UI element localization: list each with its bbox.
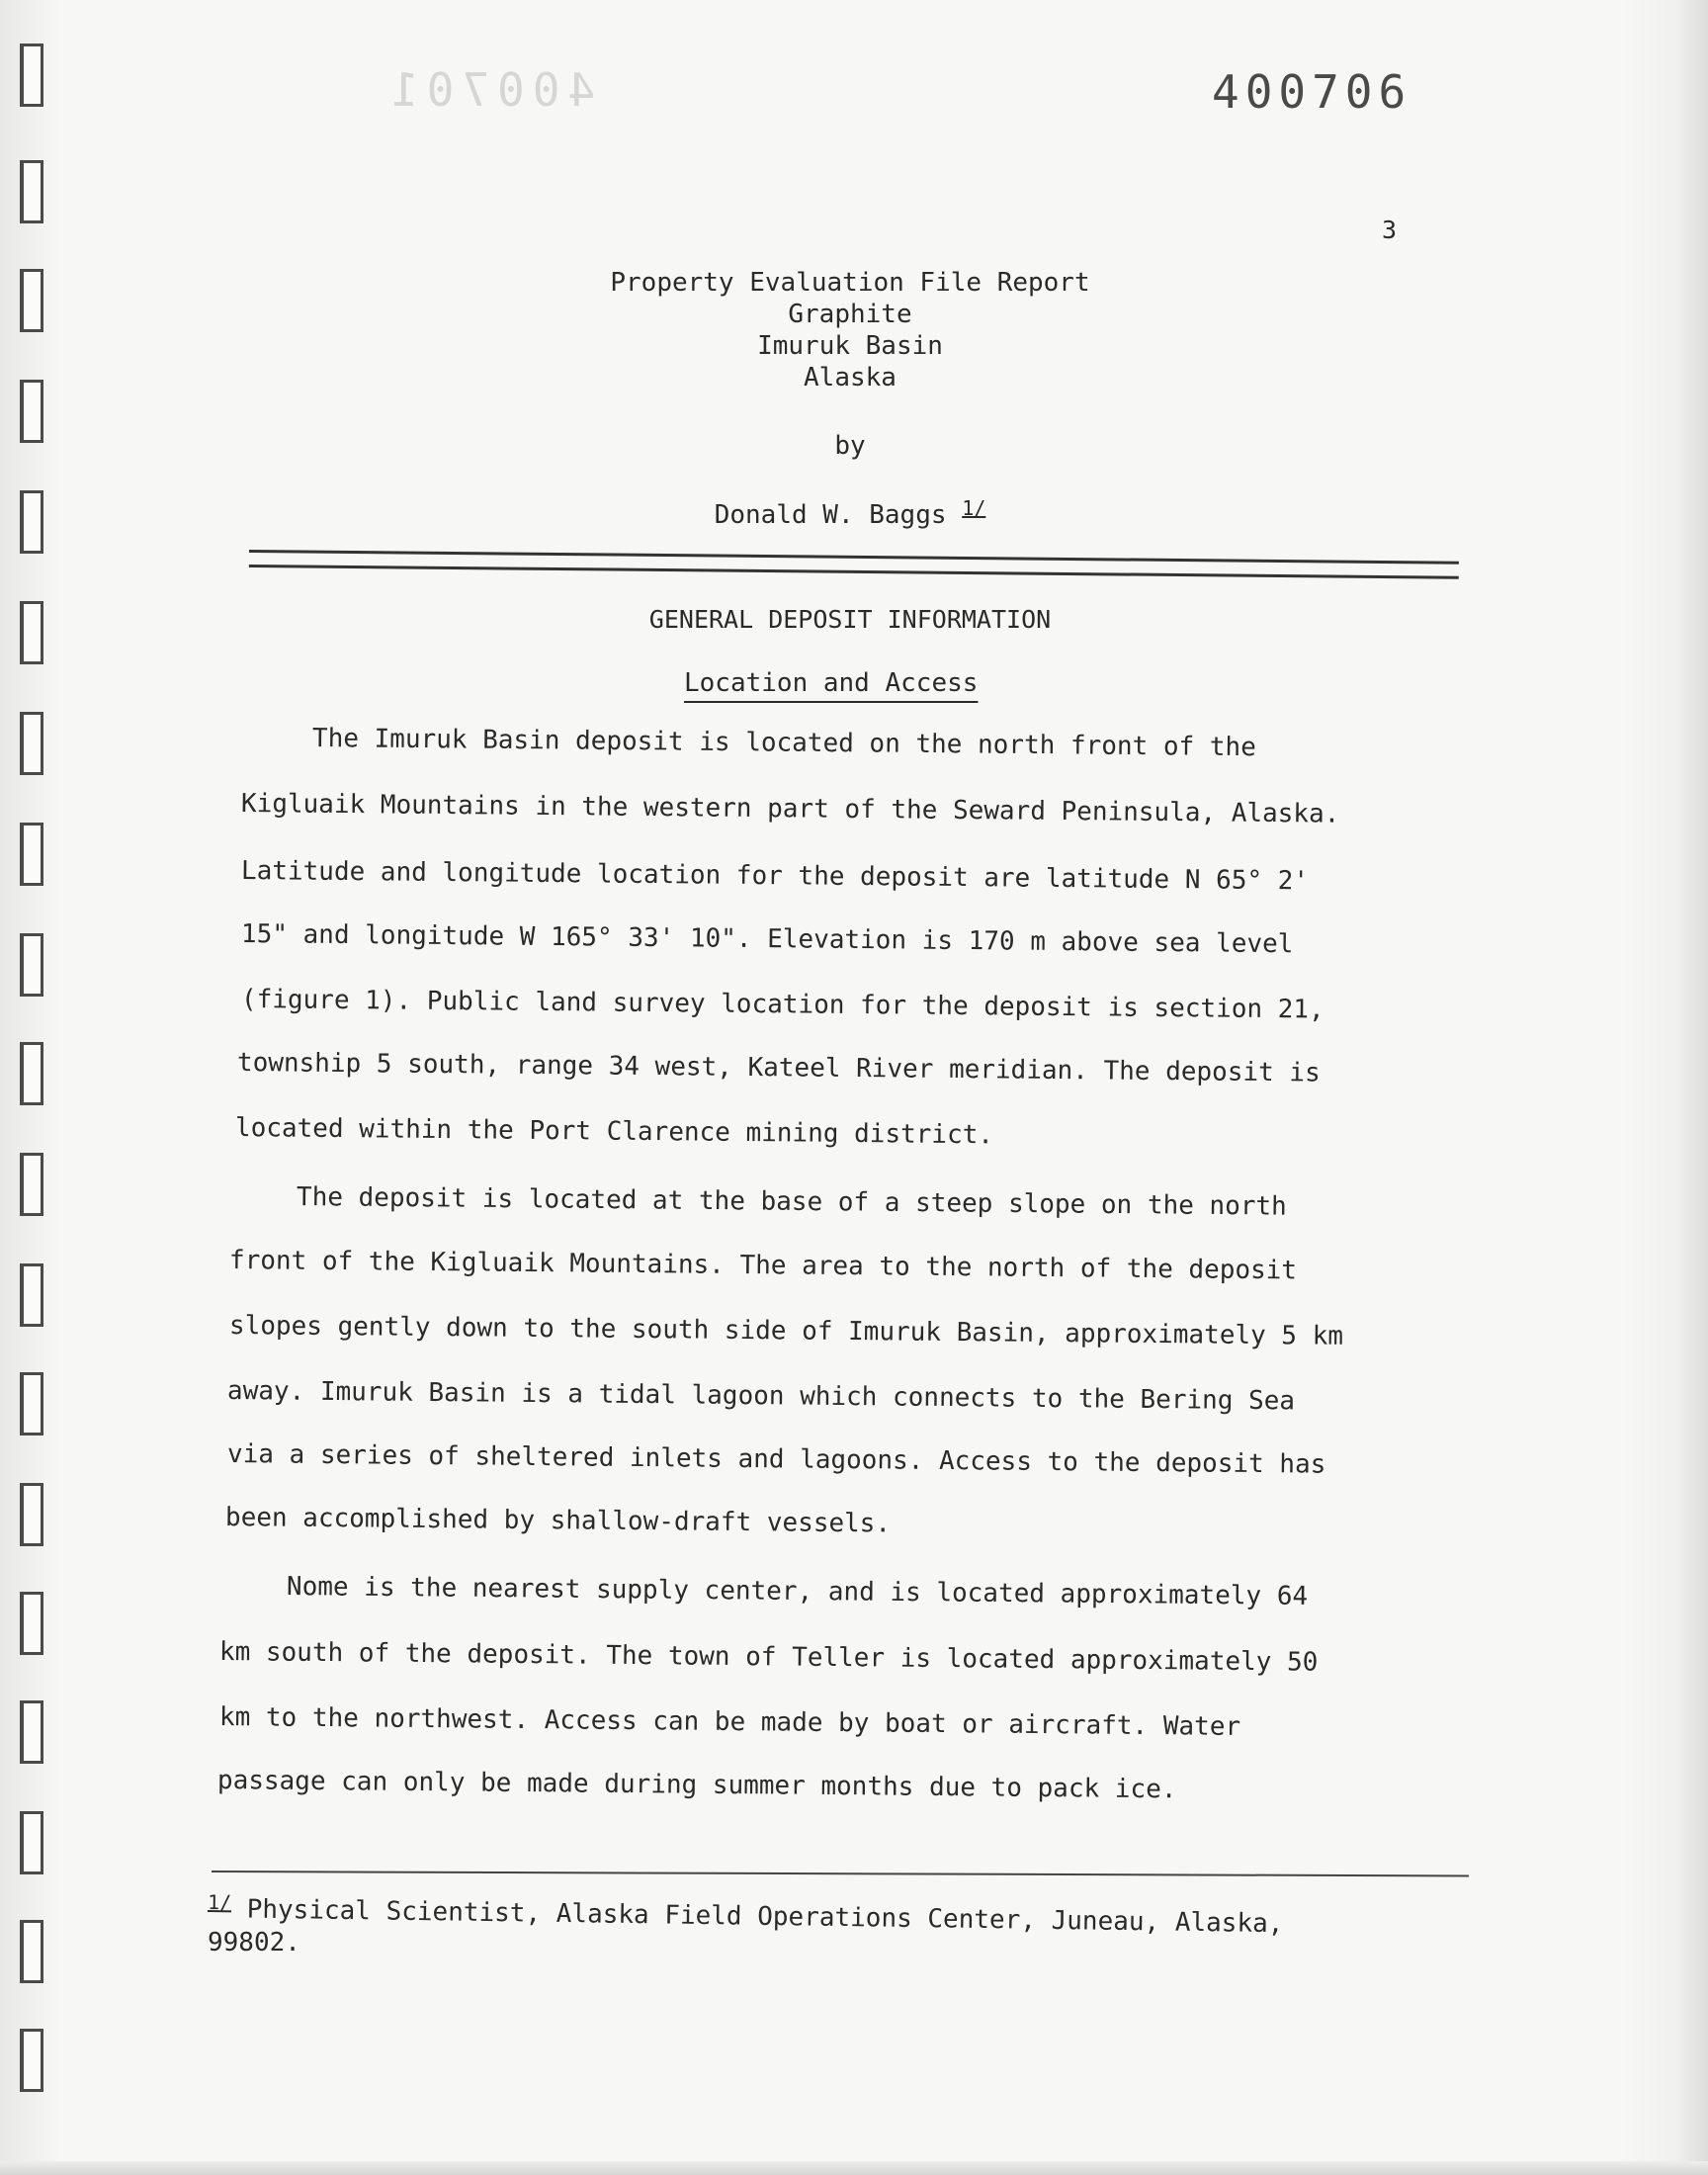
- stamp-number: 400706: [1212, 65, 1412, 119]
- punch-hole: [20, 380, 43, 443]
- punch-hole: [20, 1153, 43, 1216]
- body-line: km south of the deposit. The town of Teller is located approximately 50: [218, 1637, 1319, 1678]
- footnote-text: Physical Scientist, Alaska Field Operations Center, Juneau, Alaska,: [230, 1894, 1284, 1940]
- body-line: been accomplished by shallow-draft vessels.: [224, 1503, 892, 1539]
- punch-hole: [20, 269, 43, 332]
- body-line: located within the Port Clarence mining district.: [234, 1113, 994, 1151]
- body-line: (figure 1). Public land survey location for the deposit is section 21,: [240, 985, 1324, 1025]
- punch-hole: [20, 1483, 43, 1546]
- body-line: The deposit is located at the base of a steep slope on the north: [296, 1182, 1287, 1222]
- sub-heading: Location and Access: [684, 668, 979, 698]
- punch-hole: [20, 933, 43, 997]
- by-label: by: [834, 431, 866, 461]
- ghost-stamp-number: 400701: [384, 63, 596, 117]
- title-double-rule: [249, 550, 1459, 579]
- title-line: Alaska: [804, 363, 897, 392]
- footnote-mark: 1/: [207, 1890, 232, 1915]
- body-line: 15" and longitude W 165° 33' 10". Elevation is 170 m above sea level: [240, 919, 1294, 960]
- author-name: Donald W. Baggs: [714, 500, 947, 530]
- author-line: [395, 496, 1305, 530]
- footnote-line: 99802.: [208, 1928, 300, 1958]
- punch-hole: [20, 1372, 43, 1436]
- punch-hole: [20, 823, 43, 886]
- punch-hole: [20, 1700, 43, 1764]
- body-line: slopes gently down to the south side of Imuruk Basin, approximately 5 km: [228, 1311, 1344, 1351]
- body-line: Latitude and longitude location for the deposit are latitude N 65° 2': [240, 856, 1310, 897]
- page-bottom-edge: [0, 2161, 1708, 2175]
- body-line: km to the northwest. Access can be made by boat or aircraft. Water: [218, 1702, 1241, 1742]
- body-line: township 5 south, range 34 west, Kateel River meridian. The deposit is: [236, 1048, 1321, 1088]
- punch-hole: [20, 1042, 43, 1105]
- body-line: away. Imuruk Basin is a tidal lagoon which connects to the Bering Sea: [226, 1376, 1296, 1417]
- body-line: via a series of sheltered inlets and lagoons. Access to the deposit has: [226, 1439, 1326, 1480]
- section-heading: GENERAL DEPOSIT INFORMATION: [648, 605, 1052, 634]
- title-line: Property Evaluation File Report: [610, 268, 1090, 298]
- author-footnote-mark: 1/: [962, 496, 986, 520]
- punch-hole: [20, 601, 43, 664]
- punch-hole: [20, 44, 43, 107]
- punch-hole: [20, 1920, 43, 1983]
- punch-hole: [20, 712, 43, 775]
- punch-hole-strip: [0, 0, 59, 2175]
- body-line: Kigluaik Mountains in the western part of the Seward Peninsula, Alaska.: [240, 789, 1340, 829]
- title-line: Graphite: [788, 300, 912, 329]
- footnote-line: [208, 1890, 1284, 1939]
- punch-hole: [20, 1592, 43, 1655]
- page-number: 3: [1382, 216, 1398, 244]
- body-line: passage can only be made during summer months due to pack ice.: [216, 1766, 1177, 1805]
- body-line: The Imuruk Basin deposit is located on the north front of the: [311, 724, 1256, 763]
- page-edge-shadow: [1672, 0, 1708, 2175]
- title-line: Imuruk Basin: [757, 331, 943, 361]
- punch-hole: [20, 1811, 43, 1874]
- footnote-rule: [212, 1870, 1469, 1876]
- body-line: front of the Kigluaik Mountains. The area to the north of the deposit: [228, 1246, 1298, 1286]
- punch-hole: [20, 490, 43, 554]
- report-title: [395, 267, 1305, 393]
- body-line: Nome is the nearest supply center, and is located approximately 64: [286, 1572, 1309, 1611]
- punch-hole: [20, 2029, 43, 2092]
- punch-hole: [20, 1263, 43, 1327]
- punch-hole: [20, 160, 43, 223]
